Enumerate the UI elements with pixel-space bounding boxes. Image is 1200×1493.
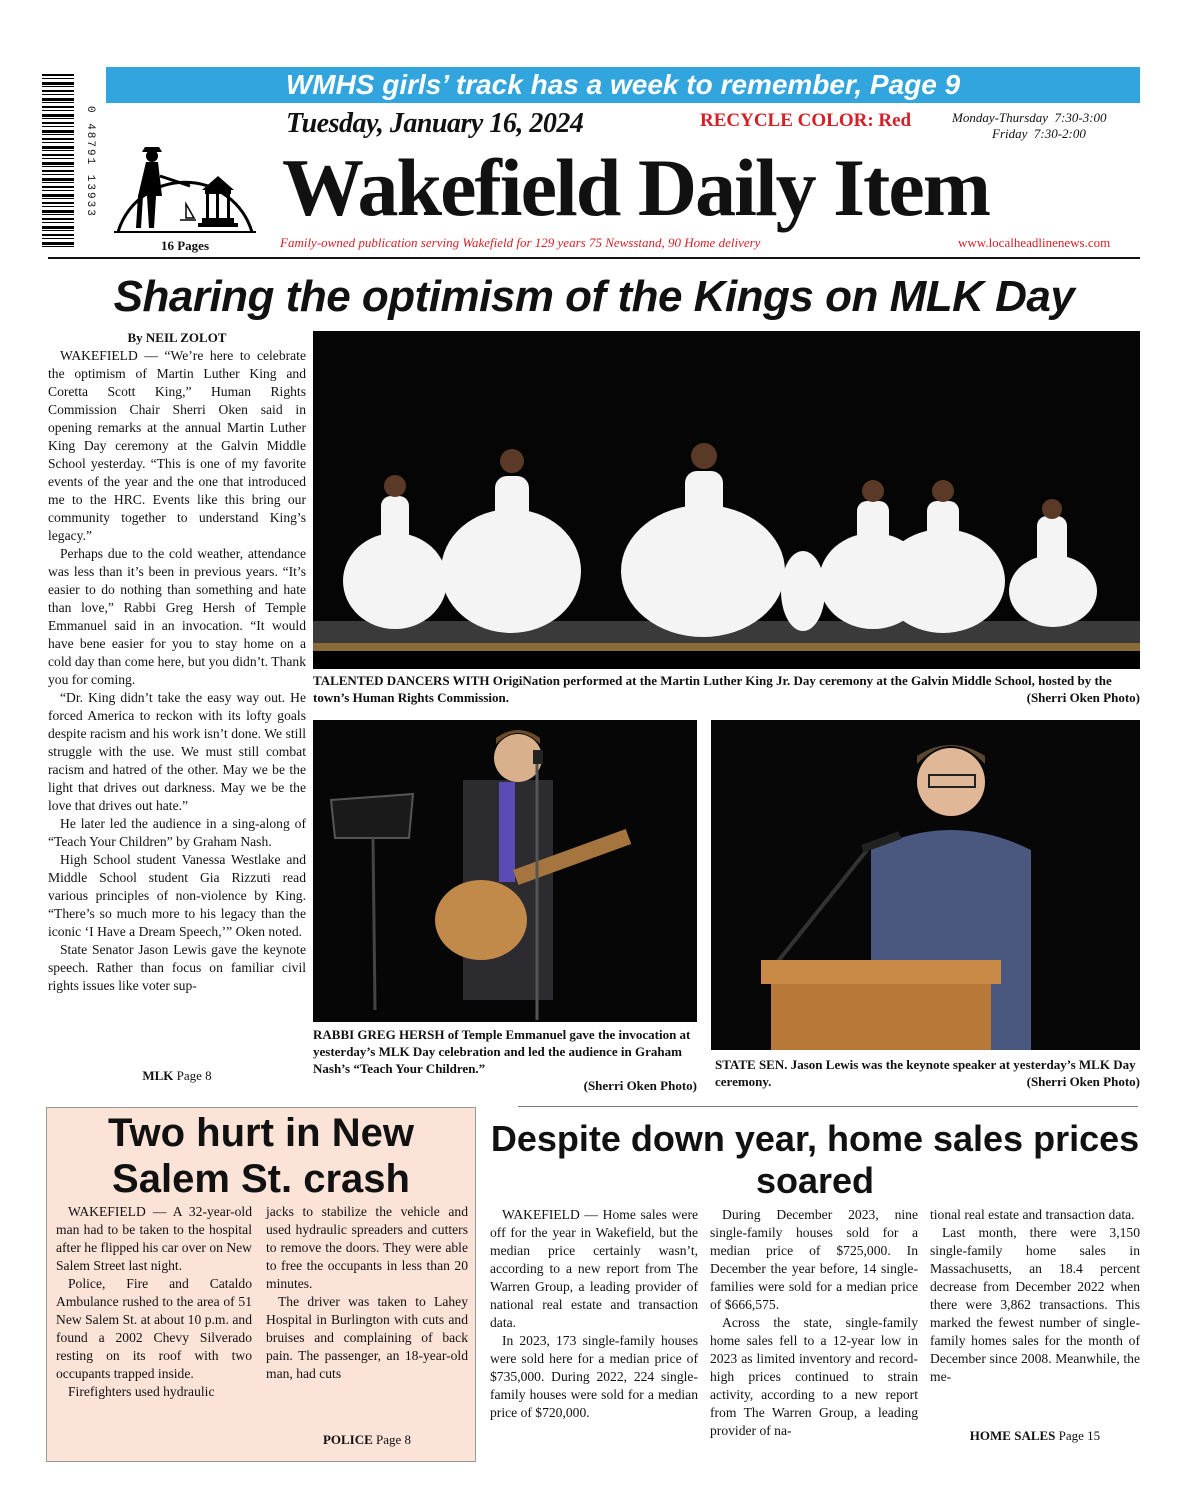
paragraph: Police, Fire and Cataldo Ambulance rushed to the area of 51 New Salem St. at about 10 p.m. and found a 2002 Chevy Silverado resting on its roof with two occupants trapped inside. bbox=[56, 1276, 252, 1381]
town-logo bbox=[110, 128, 260, 240]
masthead-rule bbox=[48, 257, 1140, 259]
paragraph: In 2023, 173 single-family houses were sold here for a median price of $735,000. During 2022, 224 single-family houses were sold for a median price of $720,000. bbox=[490, 1333, 698, 1420]
paragraph: State Senator Jason Lewis gave the keynote speech. Rather than focus on familiar civil rights issues like voter sup- bbox=[48, 942, 306, 993]
promo-banner[interactable]: WMHS girls’ track has a week to remember, Page 9 bbox=[106, 67, 1140, 103]
paragraph: jacks to stabilize the vehicle and used hydraulic spreaders and cutters to remove the doors. They were able to free the occupants in less than 20 minutes. bbox=[266, 1204, 468, 1291]
home-sales-jump[interactable] bbox=[930, 1428, 1140, 1444]
home-sales-headline[interactable]: Despite down year, home sales prices soared bbox=[490, 1118, 1140, 1201]
jump-label: POLICE bbox=[322, 1432, 373, 1447]
dancers-photo bbox=[313, 331, 1140, 669]
caption-text: STATE SEN. Jason Lewis was the keynote speaker at yesterday’s MLK Day ceremony. bbox=[715, 1057, 1136, 1089]
hours-weekday: Monday-Thursday 7:30-3:00 bbox=[952, 110, 1107, 125]
crash-headline[interactable]: Two hurt in New Salem St. crash bbox=[108, 1111, 414, 1201]
hours-friday: Friday 7:30-2:00 bbox=[992, 126, 1086, 141]
dancers-image bbox=[313, 331, 1140, 669]
barcode-digits: 0 48791 13933 bbox=[84, 106, 96, 218]
paragraph: Firefighters used hydraulic bbox=[68, 1384, 215, 1399]
dancers-caption bbox=[313, 672, 1140, 706]
crash-col-1 bbox=[56, 1203, 252, 1401]
home-sales-col-1 bbox=[490, 1206, 698, 1422]
photo-credit: (Sherri Oken Photo) bbox=[1026, 690, 1140, 705]
jump-label: MLK bbox=[142, 1068, 174, 1083]
senator-image bbox=[711, 720, 1140, 1050]
paragraph: WAKEFIELD — “We’re here to celebrate the optimism of Martin Luther King and Coretta Scott King,” Human Rights Commission Chair Sherri Oken said in opening remarks at the annual Martin Luther King Day ceremony at the Galvin Middle School yesterday. “This is one of my favorite events of the year and the one that introduced me to the HRC. Events like this bring our community together to understand King’s legacy.” bbox=[48, 348, 306, 543]
jump-page: Page 8 bbox=[376, 1432, 412, 1447]
jump-page: Page 15 bbox=[1058, 1428, 1101, 1443]
paragraph: Perhaps due to the cold weather, attendance was less than it’s been in previous years. “It’s easier to do nothing than something and hate than love,” Rabbi Greg Hersh of Temple Emmanuel said in an invocation. “It would have bene easier for you to stay home on a cold day than come here, but you didn’t. Thank you for coming. bbox=[48, 546, 306, 687]
website-link[interactable]: www.localheadlinenews.com bbox=[958, 235, 1111, 250]
paragraph: The driver was taken to Lahey Hospital in Burlington with cuts and bruises and complaining of back pain. The passenger, an 18-year-old man, had cuts bbox=[266, 1294, 468, 1381]
jump-page: Page 8 bbox=[176, 1068, 212, 1083]
section-rule bbox=[518, 1106, 1138, 1107]
rabbi-caption bbox=[313, 1026, 697, 1094]
paragraph: “Dr. King didn’t take the easy way out. He forced America to reckon with its lofty goals despite racism and his work isn’t done. We still struggle with the use. We must still combat racism and hatred of the other. May we be the light that drives out darkness. May we be the love that drives out hate.” bbox=[48, 690, 306, 813]
lead-jump[interactable] bbox=[48, 1068, 306, 1084]
caption-text: RABBI GREG HERSH of Temple Emmanuel gave the invocation at yesterday’s MLK Day celebration and led the audience in Graham Nash’s “Teach Your Children.” bbox=[313, 1027, 691, 1076]
senator-caption bbox=[715, 1056, 1140, 1090]
recycle-color: RECYCLE COLOR: Red bbox=[700, 110, 912, 131]
photo-credit: (Sherri Oken Photo) bbox=[583, 1078, 697, 1093]
barcode-bars bbox=[42, 74, 74, 250]
office-hours bbox=[952, 110, 1142, 142]
page-count: 16 Pages bbox=[160, 238, 210, 253]
paragraph: During December 2023, nine single-family houses sold for a median price of $725,000. In December the year before, 14 single-families were sold for a median price of $666,575. bbox=[710, 1207, 918, 1312]
minuteman-gazebo-logo-icon bbox=[110, 128, 260, 240]
crash-jump[interactable] bbox=[266, 1432, 468, 1448]
newspaper-nameplate: Wakefield Daily Item bbox=[282, 142, 990, 233]
home-sales-col-3 bbox=[930, 1206, 1140, 1386]
lead-headline[interactable]: Sharing the optimism of the Kings on MLK Day bbox=[113, 272, 1075, 321]
home-sales-col-2 bbox=[710, 1206, 918, 1440]
paragraph: High School student Vanessa Westlake and Middle School student Gia Rizzuti read various principles of non-violence by King. “There’s so much more to his legacy than the iconic ‘I Have a Dream Speech,’” Oken noted. bbox=[48, 852, 306, 939]
barcode bbox=[42, 68, 94, 254]
rabbi-image bbox=[313, 720, 697, 1022]
photo-credit: (Sherri Oken Photo) bbox=[1026, 1074, 1140, 1089]
byline: By NEIL ZOLOT bbox=[127, 330, 227, 345]
rabbi-photo bbox=[313, 720, 697, 1022]
issue-date: Tuesday, January 16, 2024 bbox=[286, 108, 584, 139]
jump-label: HOME SALES bbox=[969, 1428, 1056, 1443]
lead-story-body bbox=[48, 347, 306, 995]
paragraph: Last month, there were 3,150 single-family home sales in Massachusetts, an 18.4 percent decrease from December 2022 when there were 3,862 transactions. This marked the fewest number of single-family homes sales for the month of December since 2008. Meanwhile, the me- bbox=[930, 1225, 1140, 1384]
paragraph: He later led the audience in a sing-along of “Teach Your Children” by Graham Nash. bbox=[48, 816, 306, 849]
paragraph: Across the state, single-family home sales fell to a 12-year low in 2023 as limited inventory and record-high prices continued to strain activity, according to a new report from The Warren Group, a leading provider of na- bbox=[710, 1315, 918, 1438]
paragraph: WAKEFIELD — Home sales were off for the year in Wakefield, but the median price certainly wasn’t, according to a new report from The Warren Group, a leading provider of national real estate and transaction data. bbox=[490, 1207, 698, 1330]
tagline: Family-owned publication serving Wakefield for 129 years 75 Newsstand, 90 Home delivery bbox=[280, 235, 761, 250]
paragraph: tional real estate and transaction data. bbox=[930, 1207, 1135, 1222]
caption-text: TALENTED DANCERS WITH OrigiNation performed at the Martin Luther King Jr. Day ceremony at the Galvin Middle School, hosted by the town’s Human Rights Commission. bbox=[313, 673, 1112, 705]
crash-col-2 bbox=[266, 1203, 468, 1383]
paragraph: WAKEFIELD — A 32-year-old man had to be taken to the hospital after he flipped his car over on New Salem Street last night. bbox=[56, 1204, 252, 1273]
senator-photo bbox=[711, 720, 1140, 1050]
